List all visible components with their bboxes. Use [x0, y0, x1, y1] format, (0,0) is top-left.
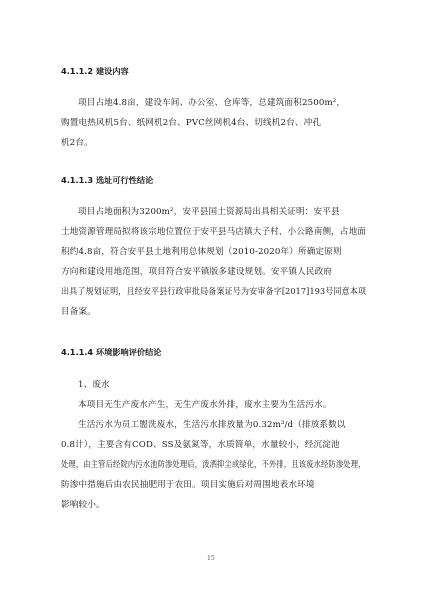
section-heading-construction: 4.1.1.2 建设内容: [61, 66, 129, 76]
paragraph-line: 0.8计），主要含有COD、SS及氨氮等，水质简单，水量较小，经沉淀池: [61, 440, 340, 450]
paragraph-line: 生活污水为员工盥洗废水，生活污水排放量为0.32m³/d（排放系数以: [78, 420, 346, 430]
paragraph-line: 本项目无生产废水产生，无生产废水外排，废水主要为生活污水。: [78, 400, 332, 410]
paragraph-line: 购置电热风机5台、纸网机2台、PVC丝网机4台、切线机2台、冲孔: [61, 118, 322, 128]
paragraph-line: 项目占地4.8亩，建设车间、办公室、仓库等，总建筑面积2500m²，: [78, 98, 346, 108]
page-number: 15: [207, 555, 215, 562]
paragraph-line: 积约4.8亩，符合安平县土地利用总体规划（2010-2020年）所确定原则: [61, 247, 342, 257]
subsection-label: 1、废水: [78, 380, 110, 390]
paragraph-line: 防渗中措施后由农民抽肥用于农田。项目实施后对周围地表水环境: [61, 480, 315, 490]
paragraph-line: 方向和建设用地范围，项目符合安平镇版多建设规划。安平镇人民政府: [61, 267, 333, 277]
section-heading-site-selection: 4.1.1.3 选址可行性结论: [61, 175, 154, 185]
paragraph-line: 处理，由主管后经院内污水池防渗处理后，泼洒抑尘或绿化，不外排，且该废水经防渗处理，: [61, 460, 366, 470]
paragraph-line: 目备案。: [61, 307, 96, 317]
section-heading-environmental-assessment: 4.1.1.4 环境影响评价结论: [61, 347, 162, 357]
paragraph-line: 机2台。: [61, 138, 93, 148]
paragraph-line: 土地资源管理局拟将该宗地位置位于安平县马店镇大子村，小公路南侧，占地面: [61, 227, 367, 237]
paragraph-line: 出具了规划证明，且经安平县行政审批局备案证号为安审备字[2017]193号同意本项: [61, 287, 367, 297]
paragraph-line: 影响较小。: [61, 500, 105, 510]
paragraph-line: 项目占地面积为3200m²，安平县国土资源局出具相关证明：安平县: [78, 207, 340, 217]
